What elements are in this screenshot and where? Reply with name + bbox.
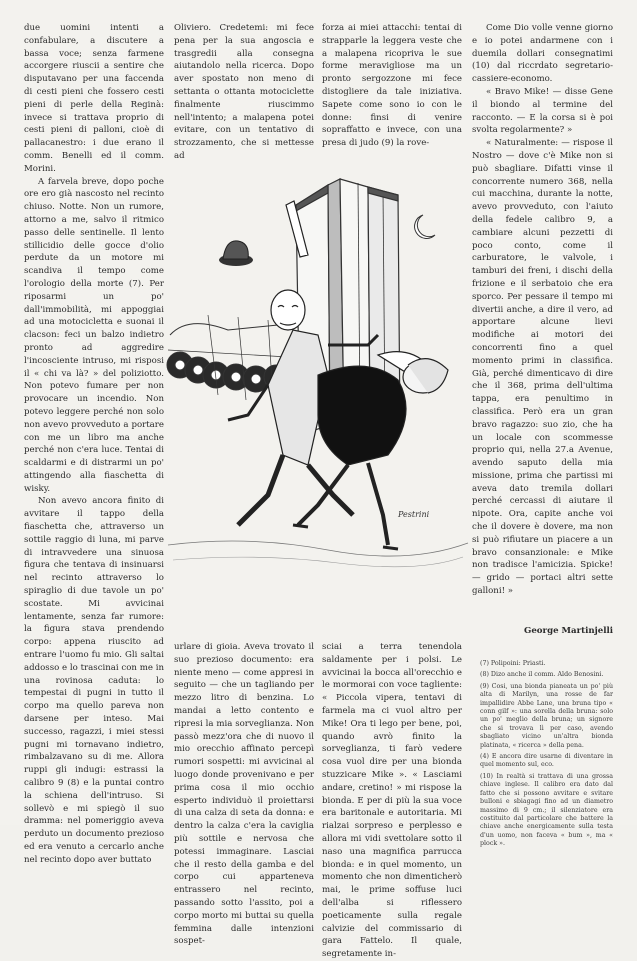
paragraph: Non avevo ancora finito di avvitare il tappo della fiaschetta che, attraverso un sottile raggio di luna, mi parve di intravvedere una sinuosa figura che tentava di insinuarsi nel recinto attraverso lo spiraglio di due tavole un po' scostate. Mi avvicinai lentamente, senza far rumore: la figura stava prendendo corpo: appena riuscito ad entrare l'uomo fu mio. Gli saltai addosso e lo trascinai con me in una rovinosa caduta: lo tempestai di pugni in tutto il corpo ma quello pareva non darsene per inteso. Mai successo, ragazzi, i miei stessi pugni mi tornavano indietro, rimbalzavano su di me. Allora ruppi gli indugi: estrassi la calibro 9 (8) e la puntai contro la schiena dell'intruso. Si sollevò e mi spiegò il suo dramma: nel pomeriggio aveva perduto un documento prezioso ed era venuto a cercarlo anche nel recinto dopo aver buttato bbox=[24, 496, 164, 865]
author-signature: George Martinjelli bbox=[524, 626, 613, 636]
text-column-2-bottom bbox=[174, 641, 314, 947]
footnotes bbox=[480, 660, 613, 852]
text-column-2-top bbox=[174, 22, 314, 162]
text-column-3-top bbox=[322, 22, 462, 180]
hat-icon bbox=[219, 241, 253, 266]
text-column-4 bbox=[472, 22, 613, 624]
paragraph: sciai a terra tenendola saldamente per i polsi. Le avvicinai la bocca all'orecchio e le mormorai con voce tagliente: « Piccola vipera, tentavi di farmela ma ci vuol altro per Mike! Ora ti lego per bene, poi, quando avrò finito la sorveglianza, ti farò vedere cosa vuol dire per una bionda stuzzicare Mike ». « Lasciami andare, cretino! » mi rispose la bionda. E per di più la sua voce era baritonale e autoritaria. Mi rialzai sorpreso e perplesso e allora mi vidi svettolare sotto il naso una magnifica parrucca bionda: e in quel momento, un momento che non dimenticherò mai, le prime soffuse luci dell'alba si riflessero poeticamente sulla regale calvizie del commissario di gara Fattelo. Il quale, segretamente in- bbox=[322, 642, 462, 960]
paragraph: Oliviero. Credetemi: mi fece pena per la sua angoscia e trasgredii alla consegna aiutandolo nella ricerca. Dopo aver spostato non meno di settanta o ottanta motociclette finalmente riuscimmo nell'intento; a malapena potei evitare, con un tentativo di strozzamento, che si mettesse ad bbox=[174, 23, 314, 161]
paragraph: « Bravo Mike! — disse Gene il biondo al termine del racconto. — E la corsa si è poi svolta regolarmente? » bbox=[472, 86, 613, 136]
paragraph: Come Dio volle venne giorno e io potei andarmene con i duemila dollari consegnatimi (10) dal riccrdato segretario-cassiere-economo. bbox=[472, 23, 613, 85]
ground-line bbox=[173, 557, 463, 567]
footnote: (4) E ancora dire usarne di diventare in quel momento sul, eco. bbox=[480, 753, 613, 769]
footnote: (9) Cosi, una bionda pianeata un po' più alta di Marilyn, una rosse de far impallidire Abbe Lane, una bruna tipo « conn gilf »: una sorella della bruna: solo un po' meglio della bruna; un signore che si trovava lì per caso, avendo sbagliato vicino un'altra bionda platinata, « ricerca » della pena. bbox=[480, 682, 613, 749]
paragraph: forza ai miei attacchi: tentai di strapparle la leggera veste che a malapena ricopriva le sue forme meravigliose ma un pronto sergozzone mi fece distogliere da tale iniziativa. Sapete come sono io con le donne: finsi di venire sopraffatto e invece, con una presa di judo (9) la rove- bbox=[322, 23, 462, 149]
moon-icon bbox=[415, 215, 435, 238]
text-column-1 bbox=[24, 22, 164, 865]
paragraph: urlare di gioia. Aveva trovato il suo prezioso documento: era niente meno — come appresi in seguito — che un tagliando per mezzo litro di benzina. Lo mandai a letto contento e ripresi la mia sorveglianza. Non passò mezz'ora che di nuovo il mio orecchio affinato percepì rumori sospetti: mi avvicinai al luogo donde provenivano e per prima cosa il mio occhio esperto individuò il proiettarsi di una calza di seta da donna: e dentro la calza c'era la caviglia più sottile e nervosa che potessi immaginare. Lasciai che il resto della gamba e del corpo cui apparteneva entrassero nel recinto, passando sotto l'assito, poi a corpo morto mi buttai su quella femmina dalle intenzioni sospet- bbox=[174, 642, 314, 947]
illustration bbox=[168, 165, 468, 635]
paragraph: A farvela breve, dopo poche ore ero già nascosto nel recinto chiuso. Notte. Non un rumore, attorno a me, salvo il ritmico passo delle sentinelle. Il lento stillicidio delle gocce d'olio perdute da un motore mi scandiva il tempo come l'orologio della morte (7). Per riposarmi un po' dall'immobilità, mi appoggiai ad una motocicletta e suonai il clacson: feci un balzo indietro pronto ad aggredire l'incosciente intruso, mi risposi il « chi va là? » del poliziotto. Non potevo fumare per non provocare un incendio. Non potevo leggere perché non solo non avevo provveduto a portare con me un libro ma anche perché non c'era luce. Tentai di scaldarmi e di distrarmi un po' attingendo alla fiaschetta di wisky. bbox=[24, 176, 164, 494]
paragraph: « Naturalmente: — rispose il Nostro — dove c'è Mike non si può sbagliare. Difatti vinse il concorrente numero 368, nella cui macchina, durante la notte, avevo provveduto, con l'aiuto della fedele calibro 9, a cambiare alcuni pezzetti di poco conto, come il carburatore, le valvole, i tamburi dei freni, i dischi della frizione e il serbatoio che era sporco. Per pessare il tempo mi divertii anche, a dire il vero, ad apportare alcune lievi modifiche ai motori dei concorrenti fino a quel momento primi in classifica. Già, perché dimenticavo di dire che il 368, prima dell'ultima tappa, era penultimo in classifica. Però era un gran bravo ragazzo: suo zio, che ha un locale con scommesse proprio qui, nella 27.a Avenue, avendo saputo della mia missione, prima che partissi mi aveva dato tremila dollari perché cercassi di aiutare il nipote. Ora, capite anche voi che il dovere è dovere, ma non si può rifiutare un piacere a un bravo consanzionale: e Mike non tradisce l'amicizia. Spicke! — grido — portaci altri sette galloni! » bbox=[472, 138, 613, 597]
artist-signature: Pestrini bbox=[398, 510, 430, 519]
footnote: (10) In realtà si trattava di una grossa chiave inglese. Il calibro era dato dal fatto che si possono avvitare e svitare bulloni e sbiagagi fino ad un diametro massimo di 9 cm.; il silenziatore era costituito dal particolare che battere la chiave anche energicamente sulla testa d'un uomo, non faceva « bum », ma « plock ». bbox=[480, 772, 613, 848]
footnote: (8) Dizo anche il comm. Aldo Benosini. bbox=[480, 671, 604, 679]
paragraph: due uomini intenti a confabulare, a discutere a bassa voce; senza farmene accorgere riuscii a sentire che disputavano per una faccenda di cesti pieni che fossero cesti pieni di perle della Reginà: invece si trattava proprio di cesti pieni di palloni, cioè di pallacanestro: i due erano il comm. Benelli ed il comm. Morini. bbox=[24, 23, 164, 174]
text-column-3-bottom bbox=[322, 641, 462, 960]
footnote: (7) Polipoini: Priasti. bbox=[480, 660, 546, 667]
ground-line bbox=[168, 541, 468, 556]
